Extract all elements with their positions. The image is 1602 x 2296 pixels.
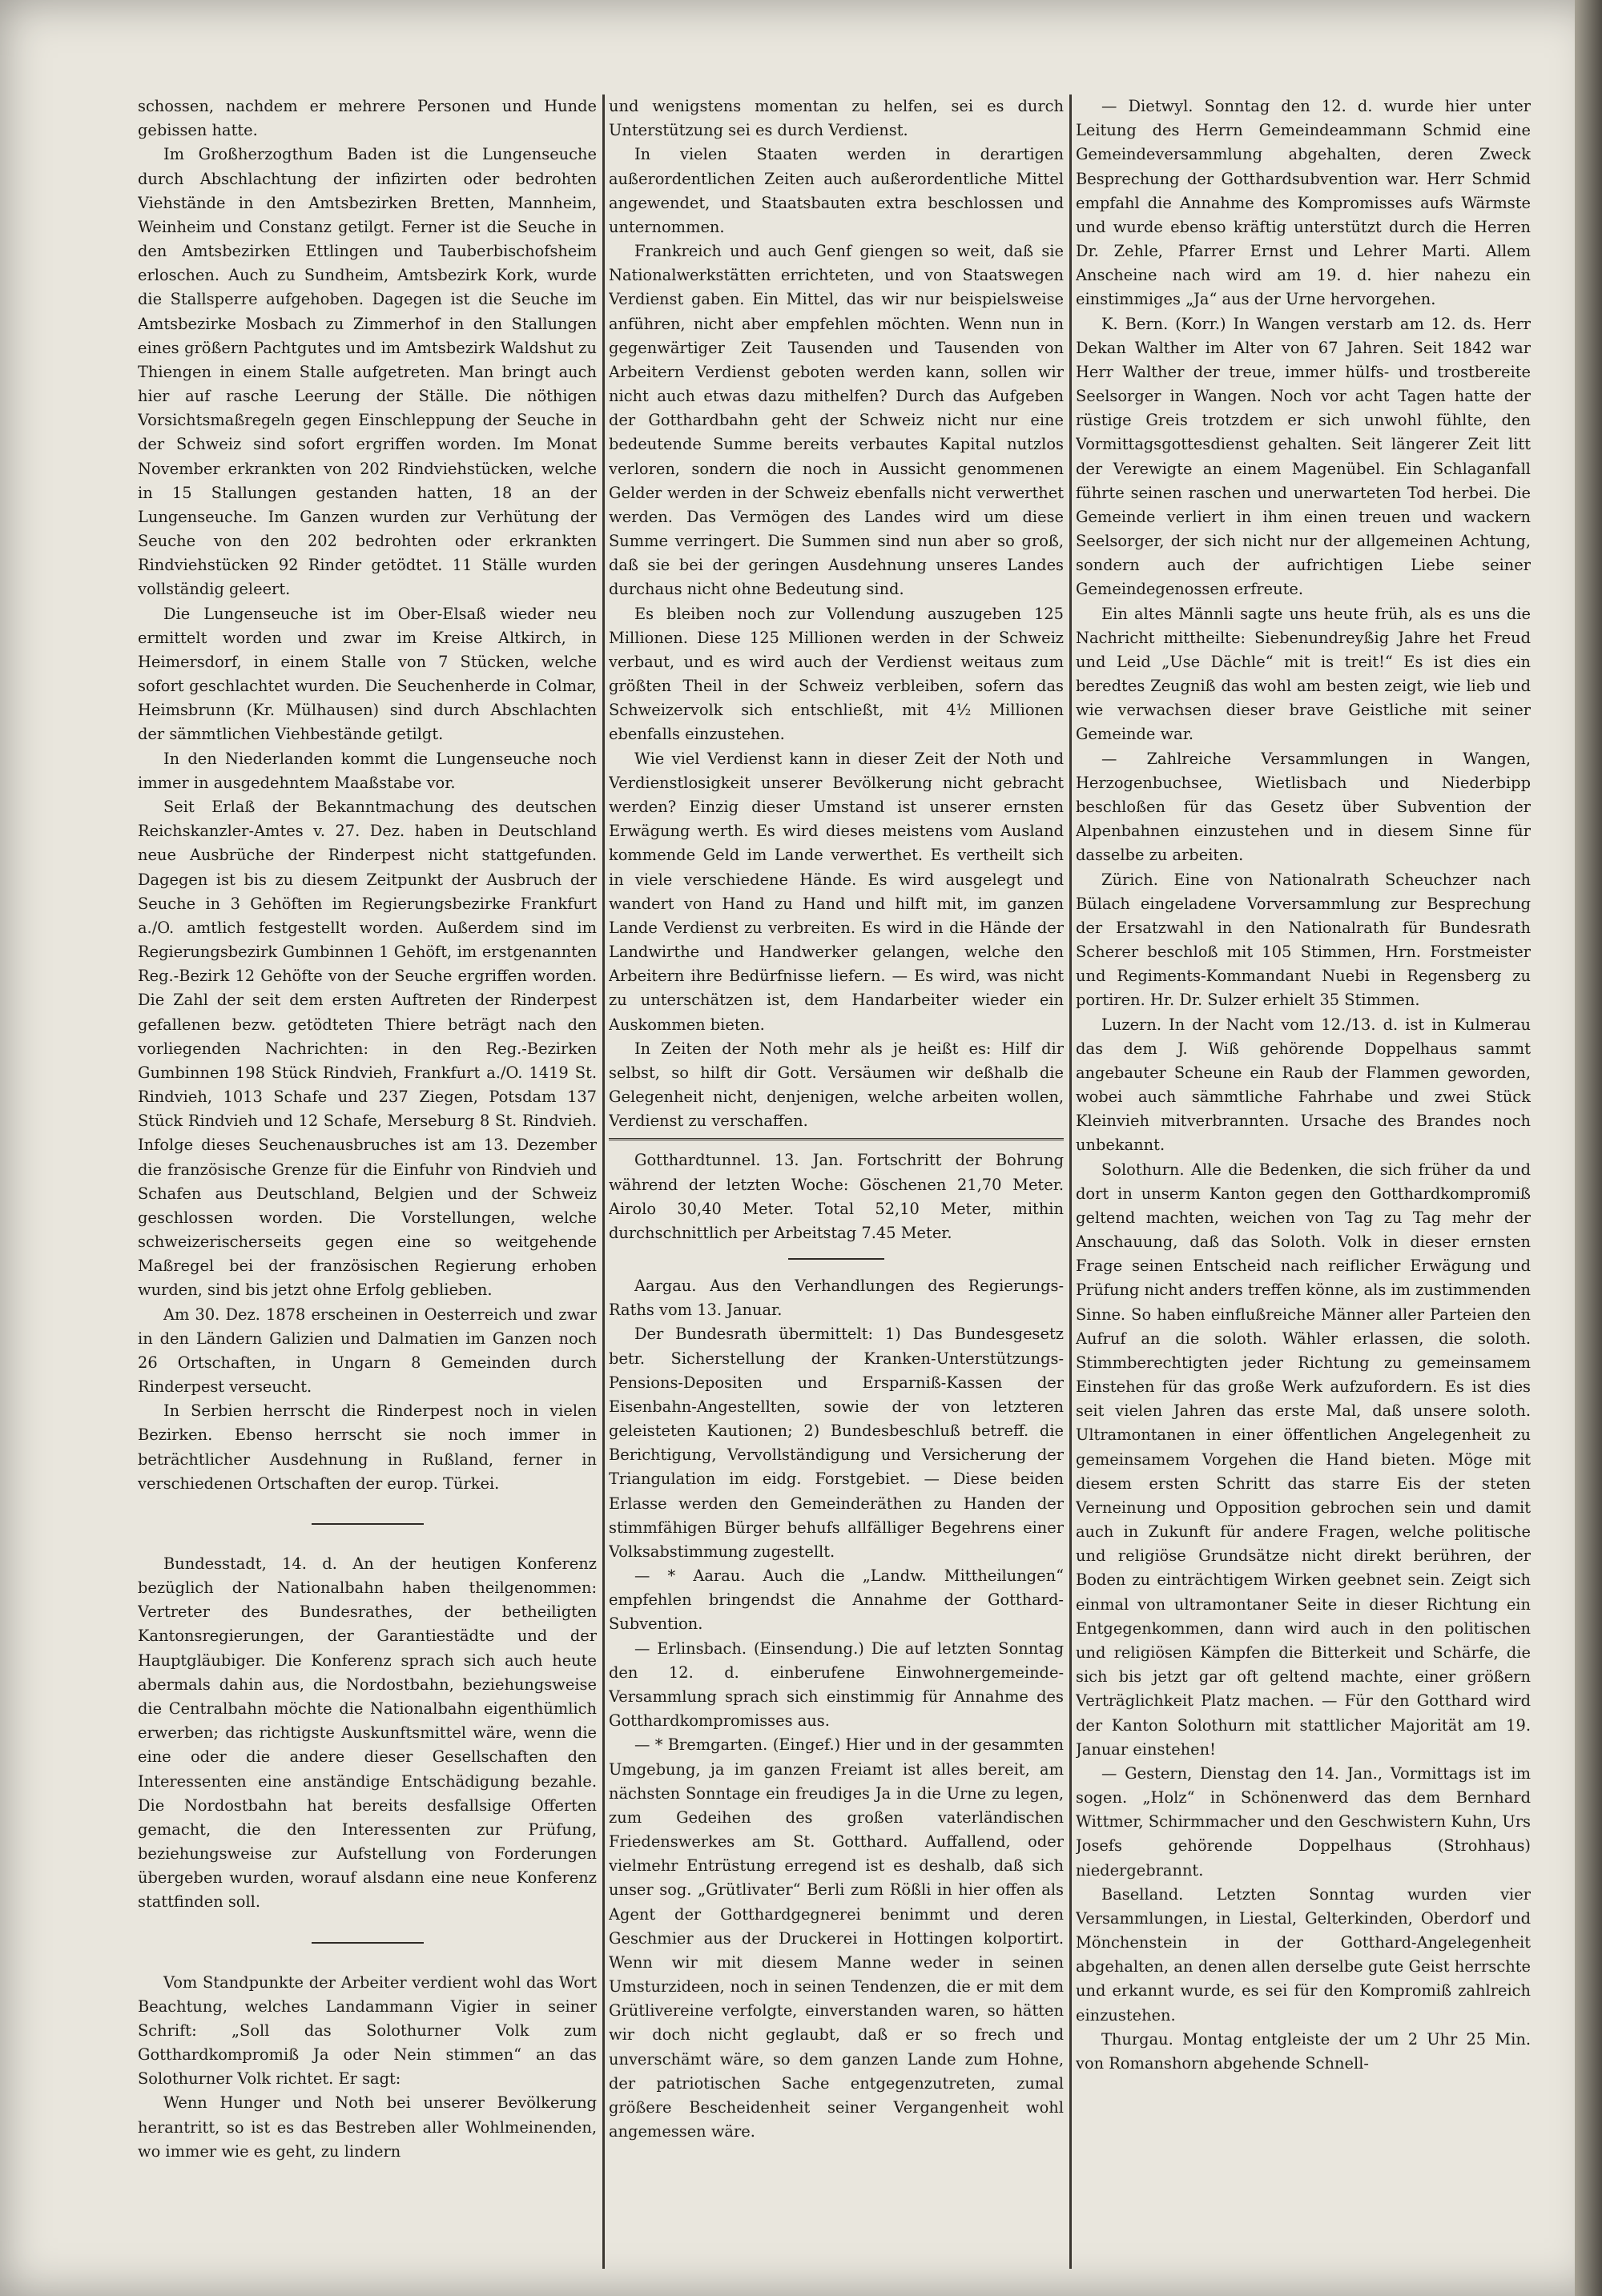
paragraph: Der Bundesrath übermittelt: 1) Das Bundesgesetz betr. Sicherstellung der Kranken-Unterstützungs-Pensions-Depositen und Ersparniß-Kassen der Eisenbahn-Angestellten, sowie der von letzteren geleisteten Kautionen; 2) Bundesbeschluß betreff. die Berichtigung, Vervollständigung und Versicherung der Triangulation im eidg. Forstgebiet. — Diese beiden Erlasse werden den Gemeinderäthen zu Handen der stimmfähigen Bürger behufs allfälliger Begehrens einer Volksabstimmung zugestellt. (609, 1325, 1064, 1561)
paragraph: und wenigstens momentan zu helfen, sei es durch Unterstützung sei es durch Verdienst. (609, 97, 1064, 140)
column-rule-right (1069, 94, 1072, 2269)
paragraph: Frankreich und auch Genf giengen so weit, daß sie Nationalwerkstätten errichteten, und von Staatswegen Verdienst gaben. Ein Mittel, das wir nur beispielsweise anführen, nicht aber empfehlen möchten. Wenn nun in gegenwärtiger Zeit Tausenden und Tausenden von Arbeitern Verdienst geboten werden kann, sollen wir nicht auch etwas dazu mithelfen? Durch das Aufgeben der Gotthardbahn geht der Schweiz nicht nur eine bedeutende Summe bereits verbautes Kapital nutzlos verloren, sondern die noch in Aussicht genommenen Gelder werden in der Schweiz ebenfalls nicht verwerthet werden. Das Vermögen des Landes wird um diese Summe verringert. Die Summen sind nun aber so groß, daß sie bei der geringen Ausdehnung unseres Landes durchaus nicht ohne Bedeutung sind. (609, 242, 1064, 599)
page-edge-shadow (1575, 0, 1602, 2296)
column-2 (609, 94, 1064, 2265)
section-divider (788, 1258, 884, 1260)
paragraph: Im Großherzogthum Baden ist die Lungenseuche durch Abschlachtung der infizirten oder bedrohten Viehstände in den Amtsbezirken Bretten, Mannheim, Weinheim und Constanz getilgt. Ferner ist die Seuche in den Amtsbezirken Ettlingen und Tauberbischofsheim erloschen. Auch zu Sundheim, Amtsbezirk Kork, wurde die Stallsperre aufgehoben. Dagegen ist die Seuche im Amtsbezirke Mosbach zu Zimmerhof in den Stallungen eines größern Pachtgutes und im Amtsbezirk Waldshut zu Thiengen in einem Stalle aufgetreten. Man bringt auch hier auf rasche Leerung der Ställe. Die nöthigen Vorsichtsmaßregeln gegen Einschleppung der Seuche in der Schweiz sind sofort ergriffen worden. Im Monat November erkrankten von 202 Rindviehstücken, welche in 15 Stallungen gestanden hatten, 18 an der Lungenseuche. Im Ganzen wurden zur Verhütung der Seuche von den 202 bedrohten oder erkrankten Rindviehstücken 92 Rinder getödtet. 11 Ställe wurden vollständig geleert. (138, 145, 597, 599)
paragraph: Es bleiben noch zur Vollendung auszugeben 125 Millionen. Diese 125 Millionen werden in der Schweiz verbaut, und es wird auch der Verdienst weitaus zum größten Theil in der Schweiz verbleiben, sofern das Schweizervolk sich entschließt, mit 4½ Millionen ebenfalls einzustehen. (609, 604, 1064, 744)
paragraph: Zürich. Eine von Nationalrath Scheuchzer nach Bülach eingeladene Vorversammlung zur Besprechung der Ersatzwahl in den Nationalrath für Bundesrath Scherer beschloß mit 105 Stimmen, Hrn. Forstmeister und Regiments-Kommandant Nuebi in Regensberg zu portiren. Hr. Dr. Sulzer erhielt 35 Stimmen. (1076, 870, 1531, 1010)
article-gotthardtunnel: Gotthardtunnel. 13. Jan. Fortschritt der Bohrung während der letzten Woche: Göschenen 21,70 Meter. Airolo 30,40 Meter. Total 52,10 Meter, mithin durchschnittlich per Arbeitstag 7.45 Meter. (609, 1151, 1064, 1242)
paragraph: Am 30. Dez. 1878 erscheinen in Oesterreich und zwar in den Ländern Galizien und Dalmatien im Ganzen noch 26 Ortschaften, in Ungarn 8 Gemeinden durch Rinderpest verseucht. (138, 1305, 597, 1397)
paragraph: — Gestern, Dienstag den 14. Jan., Vormittags ist im sogen. „Holz“ in Schönenwerd das dem Bernhard Wittmer, Schirmmacher und den Geschwistern Kuhn, Urs Josefs gehörende Doppelhaus (Strohhaus) niedergebrannt. (1076, 1763, 1531, 1880)
paragraph: In Serbien herrscht die Rinderpest noch in vielen Bezirken. Ebenso herrscht sie noch immer in beträchtlicher Ausdehnung in Rußland, ferner in verschiedenen Ortschaften der europ. Türkei. (138, 1401, 597, 1493)
paragraph: In den Niederlanden kommt die Lungenseuche noch immer in ausgedehntem Maaßstabe vor. (138, 749, 597, 792)
paragraph: — Zahlreiche Versammlungen in Wangen, Herzogenbuchsee, Wietlisbach und Niederbipp beschloßen für das Gesetz über Subvention der Alpenbahnen einzustehen und in diesem Sinne für dasselbe zu arbeiten. (1076, 749, 1531, 865)
paragraph: Thurgau. Montag entgleiste der um 2 Uhr 25 Min. von Romanshorn abgehende Schnell- (1076, 2029, 1531, 2073)
section-divider (312, 1942, 424, 1944)
paragraph: Ein altes Männli sagte uns heute früh, als es uns die Nachricht mittheilte: Siebenundreyßig Jahre het Freud und Leid „Use Dächle“ mit is treit!“ Es ist dies ein beredtes Zeugniß das wohl am besten zeigt, wie lieb und wie verwachsen dieser brave Geistliche mit seiner Gemeinde war. (1076, 604, 1531, 744)
paragraph: — Dietwyl. Sonntag den 12. d. wurde hier unter Leitung des Herrn Gemeindeammann Schmid eine Gemeindeversammlung abgehalten, deren Zweck Besprechung der Gotthardsubvention war. Herr Schmid empfahl die Annahme des Kompromisses aufs Wärmste und wurde ebenso kräftig unterstützt durch die Herren Dr. Zehle, Pfarrer Ernst und Lehrer Marti. Allem Anscheine nach wird am 19. d. hier nahezu ein einstimmiges „Ja“ aus der Urne hervorgehen. (1076, 97, 1531, 309)
paragraph: schossen, nachdem er mehrere Personen und Hunde gebissen hatte. (138, 97, 597, 140)
paragraph: K. Bern. (Korr.) In Wangen verstarb am 12. ds. Herr Dekan Walther im Alter von 67 Jahren. Seit 1842 war Herr Walther der treue, immer hülfs- und trostbereite Seelsorger in Wangen. Noch vor acht Tagen hatte der rüstige Greis trotzdem er sich unwohl fühlte, den Vormittagsgottesdienst gehalten. Seit längerer Zeit litt der Verewigte an einem Magenübel. Ein Schlaganfall führte seinen raschen und unerwarteten Tod herbei. Die Gemeinde verliert in ihm einen treuen und wackern Seelsorger, der sich nicht nur der allgemeinen Achtung, sondern auch der aufrichtigen Liebe seiner Gemeindegenossen erfreute. (1076, 314, 1531, 599)
paragraph: — * Bremgarten. (Eingef.) Hier und in der gesammten Umgebung, ja im ganzen Freiamt ist alles bereit, am nächsten Sonntage ein freudiges Ja in die Urne zu legen, zum Gedeihen des großen vaterländischen Friedenswerkes am St. Gotthard. Auffallend, oder vielmehr Entrüstung erregend ist es deshalb, daß sich unser sog. „Grütlivater“ Berli zum Rößli in hier offen als Agent der Gotthardgegnerei benimmt und deren Geschmier aus der Druckerei in Hottingen kolportirt. Wenn wir mit diesem Manne weder in seinen Umsturzideen, noch in seinen Tendenzen, die er mit dem Grütlivereine verfolgte, einverstanden waren, so hätten wir doch nicht geglaubt, daß er so frech und unverschämt wäre, so dem ganzen Lande zum Hohne, der patriotischen Sache entgegenzutreten, zumal größere Bescheidenheit seiner Vergangenheit wohl angemessen wäre. (609, 1735, 1064, 2141)
paragraph: Die Lungenseuche ist im Ober-Elsaß wieder neu ermittelt worden und zwar im Kreise Altkirch, in Heimersdorf, in einem Stalle von 7 Stücken, welche sofort geschlachtet wurden. Die Seuchenherde in Colmar, Heimsbrunn (Kr. Mülhausen) sind durch Abschlachten der sämmtlichen Viehbestände getilgt. (138, 604, 597, 744)
paragraph: Baselland. Letzten Sonntag wurden vier Versammlungen, in Liestal, Gelterkinden, Oberdorf und Mönchenstein in der Gotthard-Angelegenheit abgehalten, an denen allen derselbe gute Geist herrschte und erkannt wurde, es sei für den Kompromiß zahlreich einzustehen. (1076, 1884, 1531, 2025)
paragraph: Luzern. In der Nacht vom 12./13. d. ist in Kulmerau das dem J. Wiß gehörende Doppelhaus sammt angebauter Scheune ein Raub der Flammen geworden, wobei auch sämmtliche Fahrhabe und zwei Stück Kleinvieh mitverbrannten. Ursache des Brandes noch unbekannt. (1076, 1015, 1531, 1155)
paragraph: In vielen Staaten werden in derartigen außerordentlichen Zeiten auch außerordentliche Mittel angewendet, und Staatsbauten extra beschlossen und unternommen. (609, 145, 1064, 236)
section-divider (609, 1138, 1064, 1140)
paragraph: — * Aarau. Auch die „Landw. Mittheilungen“ empfehlen bringendst die Annahme der Gotthard-Subvention. (609, 1566, 1064, 1634)
article-aargau-heading: Aargau. Aus den Verhandlungen des Regierungs-Raths vom 13. Januar. (609, 1277, 1064, 1320)
paragraph: Seit Erlaß der Bekanntmachung des deutschen Reichskanzler-Amtes v. 27. Dez. haben in Deutschland neue Ausbrüche der Rinderpest nicht stattgefunden. Dagegen ist bis zu diesem Zeitpunkt der Ausbruch der Seuche in 3 Gehöften im Regierungsbezirke Frankfurt a./O. amtlich festgestellt worden. Außerdem sind im Regierungsbezirk Gumbinnen 1 Gehöft, im erstgenannten Reg.-Bezirk 12 Gehöfte von der Seuche ergriffen worden. Die Zahl der seit dem ersten Auftreten der Rinderpest gefallenen bezw. getödteten Thiere beträgt nach den vorliegenden Nachrichten: in den Reg.-Bezirken Gumbinnen 198 Stück Rindvieh, Frankfurt a./O. 1419 St. Rindvieh, 1013 Schafe und 237 Ziegen, Potsdam 137 Stück Rindvieh und 12 Schafe, Merseburg 8 St. Rindvieh. Infolge dieses Seuchenausbruches ist am 13. Dezember die französische Grenze für die Einfuhr von Rindvieh und Schafen aus Deutschland, Belgien und der Schweiz geschlossen worden. Die Vorstellungen, welche schweizerischerseits gegen eine so weitgehende Maßregel bei der französischen Regierung erhoben wurden, sind bis jetzt ohne Erfolg geblieben. (138, 797, 597, 1300)
column-rule-left (602, 94, 605, 2269)
paragraph: In Zeiten der Noth mehr als je heißt es: Hilf dir selbst, so hilft dir Gott. Versäumen wir deßhalb die Gelegenheit nicht, denjenigen, welche arbeiten wollen, Verdienst zu verschaffen. (609, 1039, 1064, 1131)
paragraph: Vom Standpunkte der Arbeiter verdient wohl das Wort Beachtung, welches Landammann Vigier in seiner Schrift: „Soll das Solothurner Volk zum Gotthardkompromiß Ja oder Nein stimmen“ an das Solothurner Volk richtet. Er sagt: (138, 1972, 597, 2089)
paragraph: Wie viel Verdienst kann in dieser Zeit der Noth und Verdienstlosigkeit unserer Bevölkerung nicht gebracht werden? Einzig dieser Umstand ist unserer ernsten Erwägung werth. Es wird dieses meistens vom Ausland kommende Geld im Lande verwerthet. Es vertheilt sich in viele verschiedene Hände. Es wird ausgelegt und wandert von Hand zu Hand und hilft mit, im ganzen Lande Verdienst zu verbreiten. Es wird in die Hände der Landwirthe und Handwerker gelangen, welche den Arbeitern ihre Bedürfnisse liefern. — Es wird, was nicht zu unterschätzen ist, dem Handarbeiter wieder ein Auskommen bieten. (609, 749, 1064, 1034)
paragraph: Solothurn. Alle die Bedenken, die sich früher da und dort in unserm Kanton gegen den Gotthardkompromiß geltend machten, weichen von Tag zu Tag mehr der Anschauung, daß das Soloth. Volk in dieser ernsten Frage seinen Entscheid nach reiflicher Erwägung und Prüfung nicht anders treffen könne, als im zustimmenden Sinne. So haben einflußreiche Männer aller Parteien den Aufruf an die soloth. Wähler erlassen, die soloth. Stimmberechtigten jeder Richtung zu gemeinsamem Einstehen für das große Werk aufzufordern. Es ist dies seit vielen Jahren das erste Mal, daß unsere soloth. Ultramontanen in einer öffentlichen Angelegenheit zu gemeinsamem Vorgehen die Hand bieten. Möge mit diesem ersten Schritt das starre Eis der steten Verneinung und Opposition gebrochen sein und damit auch in Zukunft für andere Fragen, welche politische und religiöse Grundsätze nicht direkt berühren, der Boden zu einträchtigem Wirken geebnet sein. Zeigt sich einmal von ultramontaner Seite in dieser Richtung ein Entgegenkommen, dann wird auch in den politischen und religiösen Kämpfen die Bitterkeit und Schärfe, die sich bis jetzt gar oft geltend machte, einer größern Verträglichkeit Platz machen. — Für den Gotthard wird der Kanton Solothurn mit stattlicher Majorität am 19. Januar einstehen! (1076, 1160, 1531, 1759)
paragraph: Wenn Hunger und Noth bei unserer Bevölkerung herantritt, so ist es das Bestreben aller Wohlmeinenden, wo immer wie es geht, zu lindern (138, 2093, 597, 2161)
section-divider (312, 1523, 424, 1525)
column-3 (1076, 94, 1531, 2265)
article-bundesstadt: Bundesstadt, 14. d. An der heutigen Konferenz bezüglich der Nationalbahn haben theilgenommen: Vertreter des Bundesrathes, der betheiligten Kantonsregierungen, der Garantiestädte und der Hauptgläubiger. Die Konferenz sprach sich auch heute abermals dahin aus, die Nordostbahn, beziehungsweise die Centralbahn möchte die Nationalbahn eigenthümlich erwerben; das richtigste Auskunftsmittel wäre, wenn die eine oder die andere dieser Gesellschaften den Interessenten eine anständige Entschädigung bezahle. Die Nordostbahn hat bereits desfallsige Offerten gemacht, die den Interessenten zur Prüfung, beziehungsweise zur Aufstellung von Forderungen übergeben wurden, worauf alsdann eine neue Konferenz stattfinden soll. (138, 1554, 597, 1912)
column-1 (138, 94, 597, 2265)
paragraph: — Erlinsbach. (Einsendung.) Die auf letzten Sonntag den 12. d. einberufene Einwohnergemeinde-Versammlung sprach sich einstimmig für Annahme des Gotthardkompromisses aus. (609, 1639, 1064, 1731)
